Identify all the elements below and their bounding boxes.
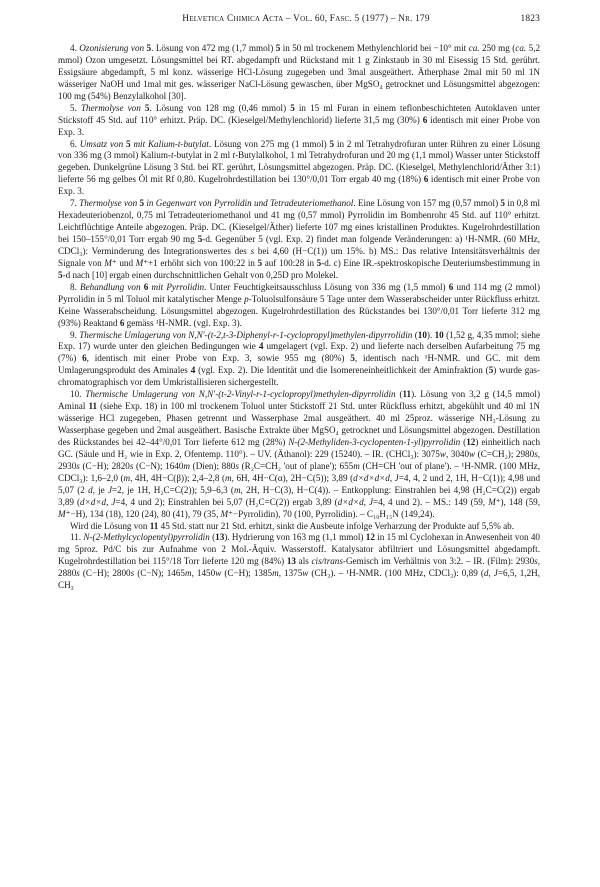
compound-number: 5 (316, 257, 322, 268)
text-run: =2, je 1H, H₂C=C(2)); 5,9–6,3 ( (112, 484, 234, 495)
italic-text: Thermische Umlagerung von (85, 389, 199, 400)
text-run: . Lösung von 128 mg (0,46 mmol) (149, 102, 291, 113)
text-run: und 114 mg (2 mmol) Pyrrolidin in 5 ml Toluol mit katalytischer Menge (58, 281, 540, 304)
text-run: auf 100:28 in (262, 257, 317, 268)
text-run: , 2880 (58, 556, 540, 579)
italic-text: s (129, 460, 134, 471)
text-run: als (295, 556, 312, 567)
italic-text: w (302, 568, 309, 579)
text-run: in 15 ml Furan in einem teflonbeschichteten Autoklaven unter Stickstoff 45 Std. auf 110° erhitzt. Präp. DC. (Kieselgel/Methylenchlorid) lieferte 31,5 mg (30%) (58, 102, 541, 125)
compound-number: 12 (365, 532, 375, 543)
compound-number: 13 (286, 556, 296, 567)
body-text (58, 43, 540, 592)
italic-text: N,N′-(t-2,t-3-Diphenyl-r-1-cyclopropyl)methylen-dipyrrolidin (188, 329, 413, 340)
journal-title: Helvetica Chimica Acta – Vol. 60, Fasc. 5 (1977) – Nr. 179 (182, 14, 430, 24)
text-run: (C−H); 2820 (79, 460, 130, 471)
italic-text: J (394, 472, 399, 483)
paragraph-umsatz-kalium-butylat (58, 139, 540, 199)
running-header (56, 14, 540, 28)
paragraph-ozonisierung (58, 43, 540, 103)
text-run: ⁺), 148 (59, (495, 496, 541, 507)
text-run: 6. (70, 138, 80, 149)
compound-number: 6 (119, 317, 125, 328)
italic-text: J (368, 496, 374, 507)
text-run: ⁺ und (111, 257, 136, 268)
text-run: , (363, 496, 369, 507)
italic-text: d×d×d (337, 496, 364, 507)
text-run: -Toluolsulfonsäure 5 Tage unter dem Wasserabscheider unter Rückfluss erhitzt. Keine Wasserabscheidung. Lösungsmittel abgezogen. Kugelrohrdestillation des Rückstandes bei 130°/0,01 Torr lieferte 312 mg (93%) Reaktand (58, 293, 540, 328)
text-run: =4, 4 und 2). – MS.: 149 (59, (373, 496, 489, 507)
compound-number: 6 (423, 174, 429, 185)
italic-text: d (88, 484, 93, 495)
text-run: , 4H, 4H−C(β)); 2,4–2,8 ( (130, 472, 226, 483)
text-run: . Lösung von 472 mg (1,7 mmol) (151, 43, 276, 53)
text-run: (C−H); 1385 (221, 568, 273, 579)
italic-text: d×d×d (80, 496, 107, 507)
text-run: in 50 ml trockenem Methylenchlorid bei −10° mit (280, 43, 469, 53)
compound-number: 5 (500, 198, 505, 209)
italic-text: s (130, 568, 135, 579)
text-run: (1,52 g, 4,35 mmol; siehe Exp. 17) wurde unter den gleichen Bedingungen wie (58, 329, 540, 352)
italic-text: w (469, 448, 476, 459)
text-run: (R₂C=CH₂ 'out of plane'); 655 (238, 460, 354, 471)
text-run: ⁺−Pyrrolidin), 70 (100, Pyrrolidin). – C₁₀H₁₅N (149,24). (228, 508, 435, 519)
compound-number: 6 (448, 281, 454, 292)
text-run: ⁺−H), 134 (18), 120 (24), 80 (41), 79 (35, (65, 508, 221, 519)
text-run: , 1375 (278, 568, 303, 579)
compound-number: 5 (58, 269, 63, 280)
italic-text: s (250, 245, 255, 256)
text-run: identisch mit einer Probe von Exp. 3. (58, 114, 540, 137)
text-run: (CH=CH 'out of plane'). – ¹H-NMR. (100 MHz, CDCl₃): 1,6–2,0 ( (58, 460, 541, 483)
paragraph-umlagerung-10 (58, 330, 540, 390)
italic-text: m (233, 484, 241, 495)
compound-number: 10 (417, 329, 427, 340)
compound-number: 5 (275, 43, 281, 53)
text-run: 10. (70, 389, 86, 400)
text-run: bei 4,60 (H−C(1)) um 15%. b) MS.: Das relative Intensitätsverhältnis der Signale von (58, 245, 540, 268)
text-run: ( (460, 436, 467, 447)
text-run: . Lösung von 275 mg (1 mmol) (208, 138, 330, 149)
italic-text: m (123, 472, 131, 483)
text-run: in 2 ml Tetrahydrofuran unter Rühren zu einer Lösung von 336 mg (3 mmol) Kalium- (58, 138, 541, 161)
text-run: =4, 4, 2 und 2, 1H, H−C(1)); 4,98 und 5,07 (2 (58, 472, 541, 495)
text-run: gemäss ¹H-NMR. (vgl. Exp. 3). (124, 317, 242, 328)
text-run: -butylat in 2 ml (173, 150, 233, 161)
italic-text: s (235, 460, 239, 471)
italic-text: N,N′-(t-2-Vinyl-r-1-cyclopropyl)methylen-dipyrrolidin (198, 389, 396, 400)
italic-text: ca. (468, 43, 480, 53)
compound-number: 5 (146, 43, 152, 53)
compound-number: 5 (197, 234, 203, 244)
italic-text: d (483, 568, 489, 579)
text-run: (C=CH₂); 2980 (475, 448, 535, 459)
text-run: -Gemisch im Verhältnis von 3:2. – IR. (Film): 2930 (342, 556, 535, 567)
text-run: -d nach [10] ergab einen durchschnittlichen Gehalt von 0,25D pro Molekel. (62, 269, 339, 280)
text-run: ). Lösung von 3,2 g (14,5 mmol) Aminal (58, 389, 540, 412)
italic-text: Thermische Umlagerung von (79, 329, 189, 340)
text-run: , je (92, 484, 108, 495)
italic-text: s (534, 448, 538, 459)
italic-text: m (185, 568, 192, 579)
italic-text: J (111, 496, 116, 507)
text-run: , (488, 568, 494, 579)
text-run: . Unter Feuchtigkeitsausschluss Lösung von 336 mg (1,5 mmol) (204, 281, 449, 292)
italic-text: in Gegenwart von Pyrrolidin und Tetradeuteriomethanol (144, 198, 354, 209)
italic-text: m (353, 460, 360, 471)
text-run: , identisch mit einer Probe von Exp. 3, sowie 955 mg (80%) (86, 353, 351, 364)
text-run: ) wurde gas-chromatographisch vor dem Umkristallisieren sichergestellt. (58, 365, 541, 388)
page-number: 1823 (520, 14, 540, 24)
italic-text: d×d×d×d (353, 472, 390, 483)
text-run: ( (209, 532, 216, 543)
compound-number: 5 (139, 198, 145, 209)
text-run: 11. (70, 532, 84, 543)
paragraph-thermolyse (58, 103, 540, 139)
text-run: ) einheitlich nach GC. (Säule und H₂ wie in Exp. 2, Ofentemp. 110°). – UV. (Äthanol): 229 (15240). – IR. (CHCl₃): 3075 (58, 436, 541, 459)
compound-number: 12 (466, 436, 476, 447)
italic-text: M (488, 496, 496, 507)
compound-number: 11 (402, 389, 412, 400)
text-run: ). Hydrierung von 163 mg (1,1 mmol) (224, 532, 366, 543)
text-run: -d. Gegenüber 5 (vgl. Exp. 2) findet man folgende Veränderungen: a) ¹H-NMR. (60 MHz, CDCl₃): Verminderung des Integrationswertes des (58, 234, 540, 256)
text-run: 9. (70, 329, 80, 340)
italic-text: w (439, 448, 446, 459)
text-run: 5. (70, 102, 81, 113)
paragraph-thermolyse-pyrrolidin (58, 198, 540, 282)
text-run: 250 mg ( (479, 43, 516, 53)
italic-text: s (76, 568, 80, 579)
text-run: . Eine Lösung von 157 mg (0,57 mmol) (353, 198, 501, 209)
text-run: ( (395, 389, 403, 400)
italic-text: m (225, 472, 232, 483)
italic-text: Ozonisierung von (79, 43, 147, 53)
italic-text: t (232, 150, 236, 161)
text-run: (vgl. Exp. 2). Die Identität und die Isomereneinheitlichkeit der Aminfraktion ( (195, 365, 489, 376)
compound-number: 10 (434, 329, 444, 340)
compound-number: 6 (422, 114, 428, 125)
italic-text: M (104, 257, 112, 268)
text-run: , (106, 496, 112, 507)
italic-text: m (183, 460, 190, 471)
italic-text: cis/trans (311, 556, 343, 567)
text-run: , identisch nach ¹H-NMR. und GC. mit dem Umlagerungsprodukt des Aminales (58, 353, 540, 376)
italic-text: t (170, 150, 174, 161)
text-run: (CH₃). – ¹H-NMR. (100 MHz, CDCl₃): 0,89 ( (308, 568, 484, 579)
italic-text: J (107, 484, 113, 495)
italic-text: mit Pyrrolidin (148, 281, 205, 292)
text-run: in 0,8 ml Hexadeuteriobenzol, 0,75 ml Tetradeuteriomethanol und 41 mg (0,57 mmol) Pyrrolidin im Bombenrohr 45 Std. auf 110° erhitzt. Leichtflüchtige Anteile abgezogen. Präp. DC. (Kieselgel/Äther) lieferte 107 mg eines kristallinen Produktes. Kugelrohrdestillation bei 150–155°/0,01 Torr ergab 90 mg (58, 198, 541, 244)
text-run: , 1450 (191, 568, 216, 579)
paragraph-hydrierung-13 (58, 532, 540, 592)
paragraph-umlagerung-11 (58, 389, 540, 520)
italic-text: M (58, 508, 66, 519)
text-run: Wird die Lösung von (70, 520, 150, 531)
compound-number: 4 (258, 341, 264, 352)
compound-number: 5 (329, 138, 335, 149)
compound-number: 11 (149, 520, 159, 531)
italic-text: ca. (515, 43, 527, 53)
text-run: (Dien); 880 (190, 460, 236, 471)
text-run: (C−H); 2800 (79, 568, 131, 579)
text-run: 45 Std. statt nur 21 Std. erhitzt, sinkt die Ausbeute infolge Verharzung der Produkte auf 5,5% ab. (158, 520, 514, 531)
compound-number: 11 (88, 401, 98, 412)
italic-text: s (534, 556, 538, 567)
text-run: 5,2 mmol) Ozon umgesetzt. Lösungsmittel bei RT. abgedampft und Rückstand mit 1 g Zinkstaub in 30 ml Eisessig 15 Std. gerührt. Essigsäure abgedampft, 5 ml konz. wässerige HCl-Lösung zugegeben und 3mal ausgeäthert. Ätherphase 2mal mit 50 ml 1N wässeriger NaOH und 1mal mit ges. wässeriger NaCl-Lösung gewaschen, über MgSO₄ getrocknet und Lösungsmittel abgezogen: 100 mg (54%) Benzylalkohol [30]. (58, 43, 541, 101)
text-run: ⁺+1 erhöht sich von 100:22 in (143, 257, 258, 268)
text-run: (C−N); 1465 (134, 568, 185, 579)
text-run: in 15 ml Cyclohexan in Anwesenheit von 40 mg 5proz. Pd/C bis zur Aufnahme von 2 Mol.-Äquiv. Wasserstoff. Katalysator abfiltriert und Lösungsmittel abgedampft. Kugelrohrdestillation bei 115°/18 Torr lieferte 120 mg (84%) (58, 532, 540, 567)
compound-number: 5 (144, 102, 150, 113)
italic-text: s (76, 460, 80, 471)
italic-text: p (244, 293, 249, 304)
italic-text: Thermolyse von (79, 198, 140, 209)
compound-number: 4 (190, 365, 196, 376)
text-run: =6,5, 1,2H, CH₃ (58, 568, 541, 591)
text-run: -d. c) Eine IR.-spektroskopische Deuteriumsbestimmung in (321, 257, 540, 268)
text-run: (C−N); 1640 (133, 460, 184, 471)
text-run: , 2930 (58, 448, 541, 471)
italic-text: m (272, 568, 279, 579)
compound-number: 6 (143, 281, 149, 292)
text-run: 4. (70, 43, 80, 53)
paragraph-behandlung-pyrrolidin (58, 282, 540, 330)
italic-text: J (493, 568, 498, 579)
text-run: , 6H, 4H−C(α), 2H−C(5)); 3,89 ( (231, 472, 354, 483)
italic-text: Thermolyse von (80, 102, 145, 113)
italic-text: mit Kalium-t-butylat (130, 138, 209, 149)
text-run: 8. (70, 281, 81, 292)
italic-text: N-(2-Methyliden-3-cyclopenten-1-yl)pyrrolidin (288, 436, 461, 447)
text-run: -Butylalkohol, 1 ml Tetrahydrofuran und 20 mg (1,1 mmol) Wasser unter Stickstoff gegeben. Dunkelgrüne Lösung 3 Std. bei RT. gerührt, Lösungsmittel abgezogen. Präp. DC. (Kieselgel, Methylenchlorid/Äther 3:1) lieferte 56 mg gelbes Öl mit Rf 0,80. Kugelrohrdestillation bei 130°/0,01 Torr ergab 40 mg (18%) (58, 150, 540, 185)
italic-text: w (215, 568, 222, 579)
text-run: (siehe Exp. 18) in 100 ml trockenem Toluol unter Stickstoff 21 Std. unter Rückfluss erhitzt, abgekühlt und 40 ml 1N wässerige HCl zugegeben, Phasen getrennt und Wasserphase 2mal ausgeäthert. 40 ml 25proz. wässerige NH₃-Lösung zu Wasserphase gegeben und 2mal ausgeäthert. Basische Extrakte über MgSO₄ getrocknet und Lösungsmittel abgezogen. Destillation des Rückstandes bei 42–44°/0,01 Torr lieferte 612 mg (28%) (58, 401, 541, 447)
italic-text: Behandlung von (80, 281, 144, 292)
compound-number: 6 (82, 353, 87, 364)
compound-number: 5 (290, 102, 295, 113)
text-run: , (389, 472, 395, 483)
compound-number: 5 (126, 138, 131, 149)
text-run: identisch mit einer Probe von Exp. 3. (58, 174, 540, 197)
italic-text: M (135, 257, 144, 268)
paragraph-note-yield (58, 521, 540, 533)
text-run: umgelagert (vgl. Exp. 2) und lieferte nach derselben Aufarbeitung 75 mg (7%) (58, 341, 540, 364)
italic-text: Umsatz von (79, 138, 127, 149)
text-run: , 3040 (445, 448, 470, 459)
compound-number: 13 (215, 532, 225, 543)
text-run: , 2H, H−C(3), H−C(4)). – Entkopplung: Einstrahlen bei 4,98 (H₂C=C(2)) ergab 3,89 ( (58, 484, 540, 507)
compound-number: 5 (350, 353, 355, 364)
italic-text: N-(2-Methylcyclopentyl)pyrrolidin (83, 532, 210, 543)
italic-text: M (220, 508, 229, 519)
text-run: 7. (70, 198, 80, 209)
text-run: ). (426, 329, 435, 340)
text-run: =4, 4 und 2); Einstrahlen bei 5,07 (H₂C=C(2)) ergab 3,89 ( (115, 496, 338, 507)
compound-number: 5 (488, 365, 494, 376)
text-run: ( (412, 329, 418, 340)
compound-number: 5 (257, 257, 263, 268)
